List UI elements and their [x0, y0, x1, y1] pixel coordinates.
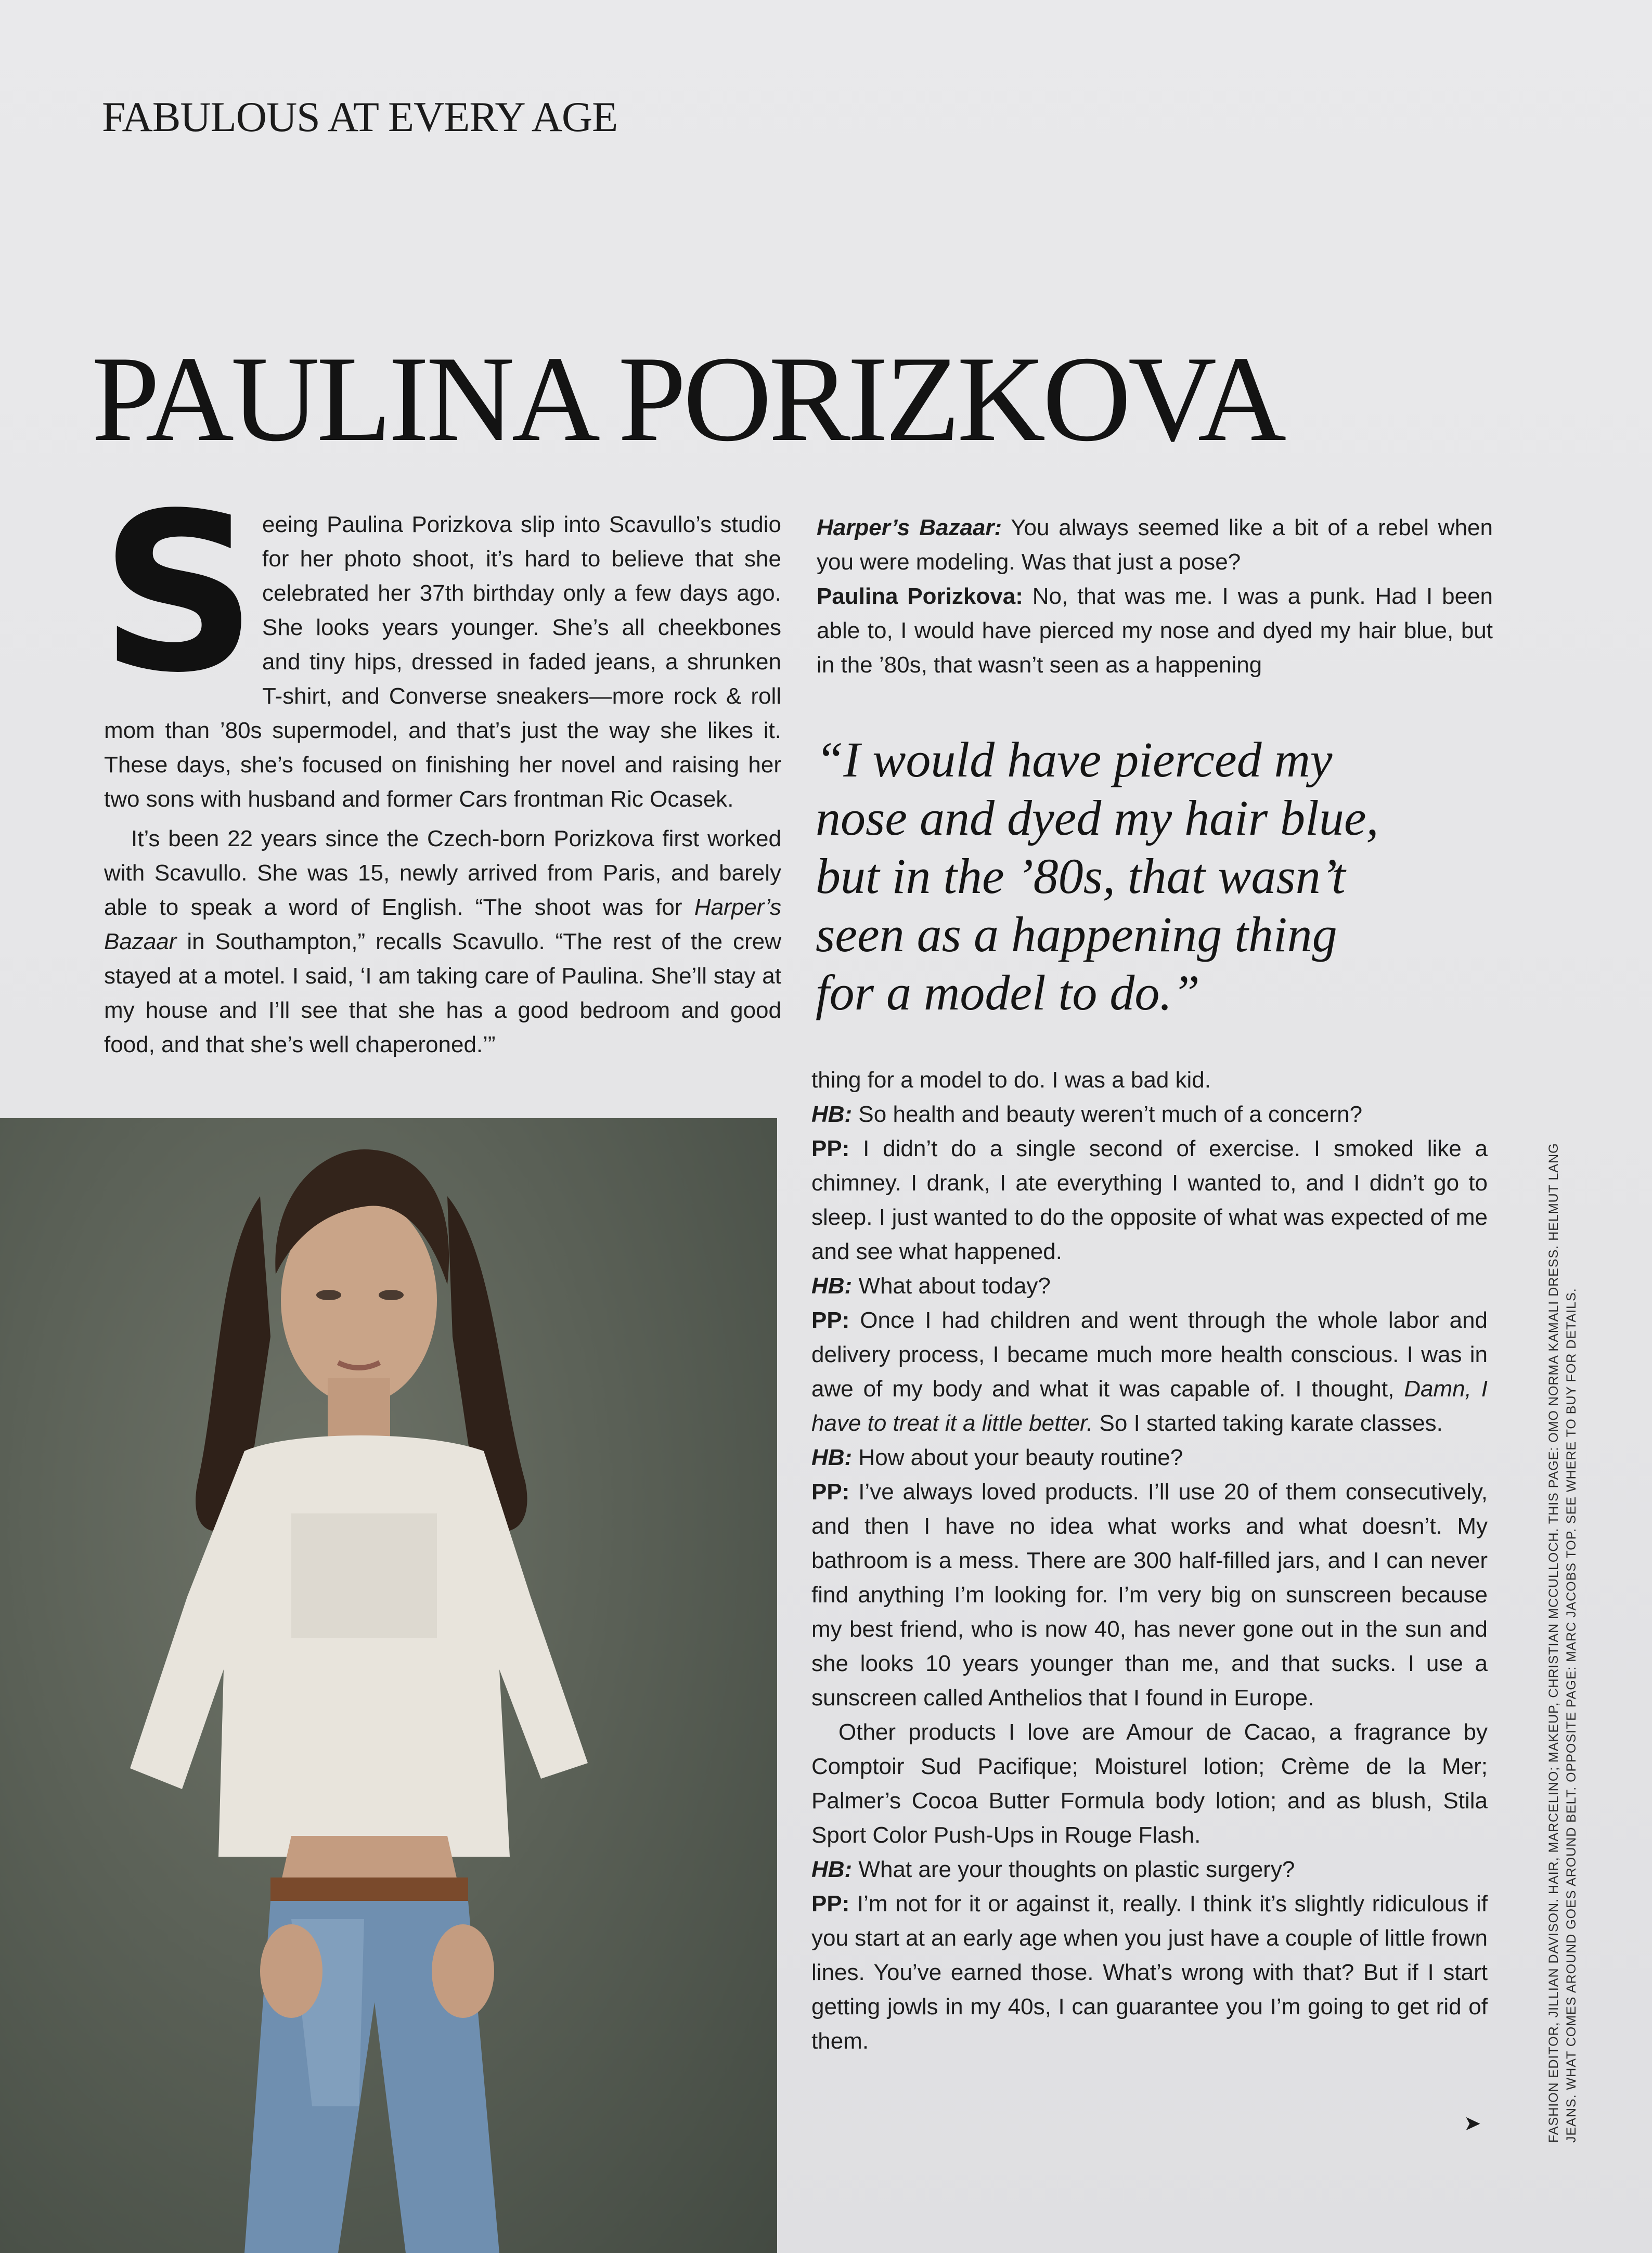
- answer-3-text-b: So I started taking karate classes.: [1093, 1410, 1443, 1436]
- photo-credits: FASHION EDITOR, JILLIAN DAVISON. HAIR, MARCELINO; MAKEUP, CHRISTIAN MCCULLOCH. THIS PAGE: OMO NORMA KAMALI DRESS. HELMUT LANG JEANS. WHAT COMES AROUND GOES AROUND BELT. OPPOSITE PAGE: MARC JACOBS TOP. SEE WHERE TO BUY FOR DETAILS.: [1546, 1143, 1579, 2143]
- interviewee-label: Paulina Porizkova:: [817, 584, 1023, 609]
- pull-quote: “I would have pierced my nose and dyed my hair blue, but in the ’80s, that wasn’t seen as a happening thing for a model to do.”: [816, 732, 1379, 1020]
- question-5: [811, 1853, 1488, 1887]
- portrait-photo: [0, 1118, 777, 2253]
- interviewer-label: Harper’s Bazaar:: [817, 515, 1002, 540]
- question-4-text: How about your beauty routine?: [852, 1445, 1183, 1470]
- answer-1-continued: thing for a model to do. I was a bad kid.: [811, 1067, 1211, 1093]
- question-5-text: What are your thoughts on plastic surgery?: [852, 1857, 1295, 1882]
- intro-column: [100, 467, 781, 1062]
- pp-label: PP:: [811, 1307, 850, 1333]
- magazine-name: Harper’s Bazaar: [104, 895, 781, 954]
- interview-bottom: [811, 1063, 1488, 2058]
- hb-label: HB:: [811, 1102, 853, 1127]
- hb-label: HB:: [811, 1273, 853, 1299]
- answer-1-text: No, that was me. I was a punk. Had I been able to, I would have pierced my nose and dyed my hair blue, but in the ’80s, that wasn’t seen as a happening: [817, 584, 1493, 678]
- interview-top: [817, 511, 1493, 682]
- answer-5: [811, 1887, 1488, 2058]
- answer-3: [811, 1303, 1488, 1441]
- article-title: PAULINA PORIZKOVA: [92, 331, 1284, 467]
- question-3-text: What about today?: [852, 1273, 1051, 1299]
- question-2: [811, 1097, 1488, 1132]
- section-label: FABULOUS AT EVERY AGE: [102, 93, 618, 140]
- question-2-text: So health and beauty weren’t much of a concern?: [852, 1102, 1363, 1127]
- question-3: [811, 1269, 1488, 1303]
- products-paragraph: Other products I love are Amour de Cacao, a fragrance by Comptoir Sud Pacifique; Moisturel lotion; Crème de la Mer; Palmer’s Cocoa Butter Formula body lotion; and as blush, Stila Sport Color Push-Ups in Rouge Flash.: [811, 1719, 1488, 1848]
- model-figure-illustration: [0, 1118, 777, 2253]
- answer-3-italic: Damn, I have to treat it a little better.: [811, 1376, 1488, 1436]
- answer-5-text: I’m not for it or against it, really. I think it’s slightly ridiculous if you start at an early age when you just have a couple of little frown lines. You’ve earned those. What’s wrong with that? But if I start getting jowls in my 40s, I can guarantee you I’m going to get rid of them.: [811, 1891, 1488, 2054]
- answer-4-text: I’ve always loved products. I’ll use 20 of them consecutively, and then I have no idea what works and what doesn’t. My bathroom is a mess. There are 300 half-filled jars, and I can never find anything I’m looking for. I’m very big on sunscreen because my best friend, who is now 40, has never gone out in the sun and she looks 10 years younger than me, and that sucks. I use a sunscreen called Anthelios that I found in Europe.: [811, 1479, 1488, 1711]
- hb-label: HB:: [811, 1857, 853, 1882]
- drop-cap-box: [100, 467, 257, 721]
- question-4: [811, 1441, 1488, 1475]
- answer-2: [811, 1132, 1488, 1269]
- answer-3-text-a: Once I had children and went through the whole labor and delivery process, I became much more health conscious. I was in awe of my body and what it was capable of. I thought,: [811, 1307, 1488, 1402]
- intro-text-2a: It’s been 22 years since the Czech-born Porizkova first worked with Scavullo. She was 15, newly arrived from Paris, and barely able to speak a word of English. “The shoot was for: [104, 826, 781, 920]
- question-1-text: You always seemed like a bit of a rebel when you were modeling. Was that just a pose?: [817, 515, 1493, 575]
- intro-paragraph-2: [104, 822, 781, 1062]
- answer-4: [811, 1475, 1488, 1715]
- intro-paragraph-1: [100, 467, 781, 817]
- pp-label: PP:: [811, 1479, 850, 1505]
- pp-label: PP:: [811, 1136, 850, 1161]
- pp-label: PP:: [811, 1891, 850, 1917]
- continue-arrow-icon: ➤: [1464, 2112, 1481, 2135]
- answer-1: [817, 579, 1493, 682]
- answer-2-text: I didn’t do a single second of exercise. I smoked like a chimney. I drank, I ate everything I wanted to, and I didn’t go to sleep. I just wanted to do the opposite of what was expected of me and see what happened.: [811, 1136, 1488, 1264]
- intro-text-1: eeing Paulina Porizkova slip into Scavullo’s studio for her photo shoot, it’s hard to believe that she celebrated her 37th birthday only a few days ago. She looks years younger. She’s all cheekbones and tiny hips, dressed in faded jeans, a shrunken T-shirt, and Converse sneakers—more rock & roll mom than ’80s supermodel, and that’s just the way she likes it. These days, she’s focused on finishing her novel and raising her two sons with husband and former Cars frontman Ric Ocasek.: [104, 512, 781, 812]
- intro-text-2b: in Southampton,” recalls Scavullo. “The rest of the crew stayed at a motel. I said, ‘I am taking care of Paulina. She’ll stay at my house and I’ll see that she has a good bedroom and good food, and that she’s well chaperoned.’”: [104, 929, 781, 1057]
- hb-label: HB:: [811, 1445, 853, 1470]
- drop-cap: S: [100, 467, 257, 721]
- question-1: [817, 511, 1493, 579]
